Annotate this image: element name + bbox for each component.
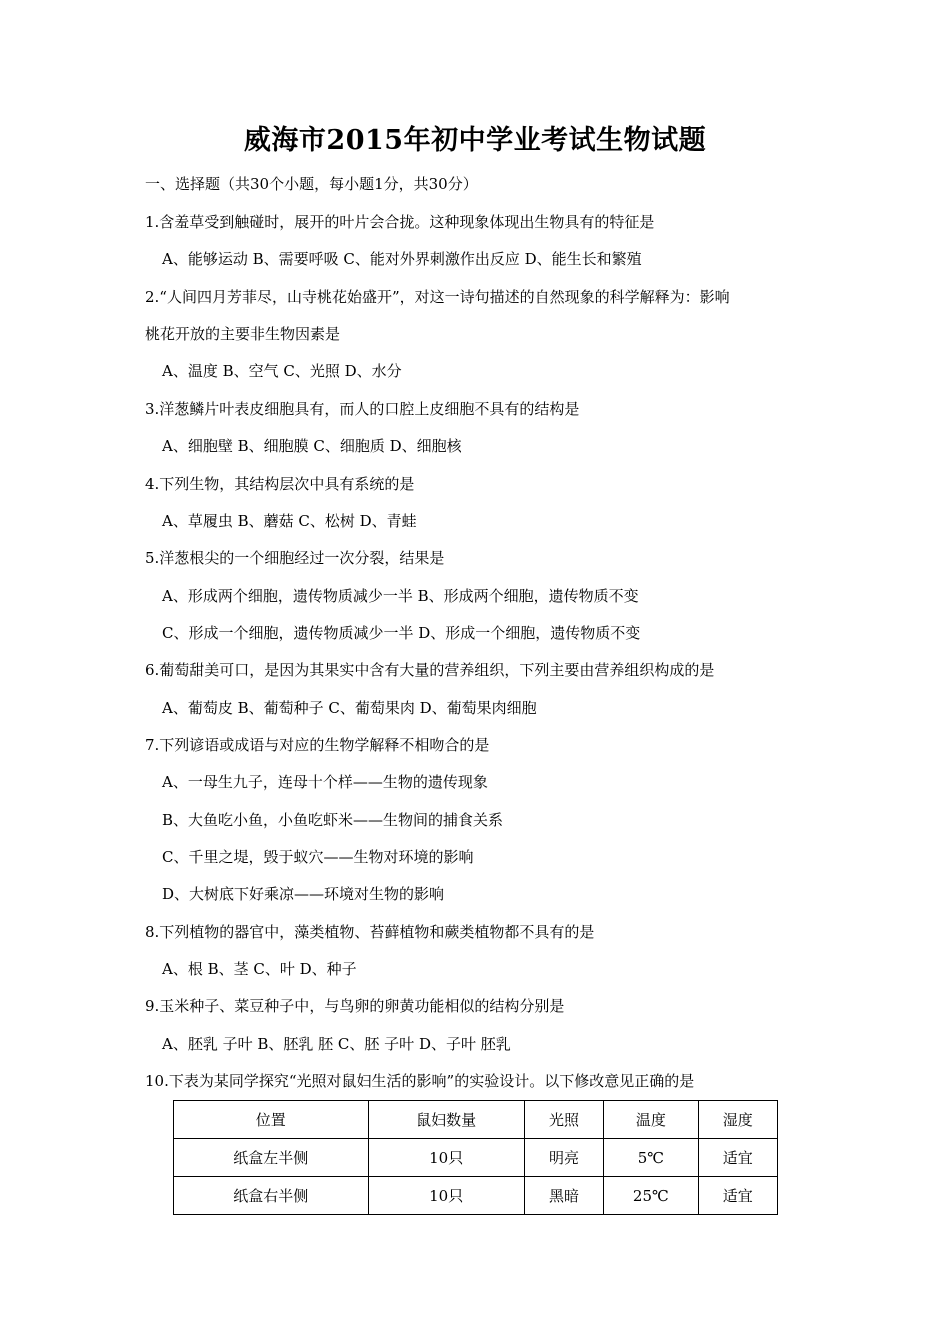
- table-header-cell: 位置: [174, 1101, 369, 1139]
- table-cell: 纸盒左半侧: [174, 1139, 369, 1177]
- experiment-table: [173, 1100, 778, 1215]
- question-8-options: A、根 B、茎 C、叶 D、种子: [162, 960, 357, 978]
- question-3: 3.洋葱鳞片叶表皮细胞具有，而人的口腔上皮细胞不具有的结构是: [145, 400, 580, 418]
- table-cell: 25℃: [604, 1177, 698, 1215]
- question-6: 6.葡萄甜美可口，是因为其果实中含有大量的营养组织，下列主要由营养组织构成的是: [145, 661, 715, 679]
- question-2-cont: 桃花开放的主要非生物因素是: [145, 325, 341, 343]
- table-cell: 黑暗: [524, 1177, 603, 1215]
- question-4-options: A、草履虫 B、蘑菇 C、松树 D、青蛙: [162, 512, 417, 530]
- table-header-cell: 光照: [524, 1101, 603, 1139]
- question-7-option-c: C、千里之堤，毁于蚁穴——生物对环境的影响: [162, 848, 474, 866]
- section-heading: 一、选择题（共30个小题，每小题1分，共30分）: [145, 175, 478, 193]
- question-5-options-cd: C、形成一个细胞，遗传物质减少一半 D、形成一个细胞，遗传物质不变: [162, 624, 641, 642]
- question-1: 1.含羞草受到触碰时，展开的叶片会合拢。这种现象体现出生物具有的特征是: [145, 213, 655, 231]
- question-6-options: A、葡萄皮 B、葡萄种子 C、葡萄果肉 D、葡萄果肉细胞: [162, 699, 537, 717]
- question-7-option-a: A、一母生九子，连母十个样——生物的遗传现象: [162, 773, 488, 791]
- table-header-cell: 鼠妇数量: [368, 1101, 524, 1139]
- table-header-cell: 温度: [604, 1101, 698, 1139]
- question-4: 4.下列生物，其结构层次中具有系统的是: [145, 475, 415, 493]
- question-2: 2.“人间四月芳菲尽，山寺桃花始盛开”，对这一诗句描述的自然现象的科学解释为：影响: [145, 288, 730, 306]
- table-cell: 适宜: [698, 1177, 777, 1215]
- table-row: [174, 1177, 778, 1215]
- table-cell: 纸盒右半侧: [174, 1177, 369, 1215]
- question-2-options: A、温度 B、空气 C、光照 D、水分: [162, 362, 402, 380]
- table-cell: 10只: [368, 1177, 524, 1215]
- question-1-options: A、能够运动 B、需要呼吸 C、能对外界刺激作出反应 D、能生长和繁殖: [162, 250, 642, 268]
- question-3-options: A、细胞壁 B、细胞膜 C、细胞质 D、细胞核: [162, 437, 462, 455]
- table-row: [174, 1139, 778, 1177]
- question-7: 7.下列谚语或成语与对应的生物学解释不相吻合的是: [145, 736, 490, 754]
- question-5: 5.洋葱根尖的一个细胞经过一次分裂，结果是: [145, 549, 445, 567]
- table-cell: 明亮: [524, 1139, 603, 1177]
- question-7-option-b: B、大鱼吃小鱼，小鱼吃虾米——生物间的捕食关系: [162, 811, 504, 829]
- question-7-option-d: D、大树底下好乘凉——环境对生物的影响: [162, 885, 445, 903]
- page-title: 威海市2015年初中学业考试生物试题: [243, 125, 707, 156]
- table-header-row: [174, 1101, 778, 1139]
- table-cell: 5℃: [604, 1139, 698, 1177]
- question-10: 10.下表为某同学探究“光照对鼠妇生活的影响”的实验设计。以下修改意见正确的是: [145, 1072, 695, 1090]
- table-header-cell: 湿度: [698, 1101, 777, 1139]
- question-8: 8.下列植物的器官中，藻类植物、苔藓植物和蕨类植物都不具有的是: [145, 923, 595, 941]
- question-9-options: A、胚乳 子叶 B、胚乳 胚 C、胚 子叶 D、子叶 胚乳: [162, 1035, 511, 1053]
- question-9: 9.玉米种子、菜豆种子中，与鸟卵的卵黄功能相似的结构分别是: [145, 997, 565, 1015]
- question-5-options-ab: A、形成两个细胞，遗传物质减少一半 B、形成两个细胞，遗传物质不变: [162, 587, 639, 605]
- table-cell: 10只: [368, 1139, 524, 1177]
- table-cell: 适宜: [698, 1139, 777, 1177]
